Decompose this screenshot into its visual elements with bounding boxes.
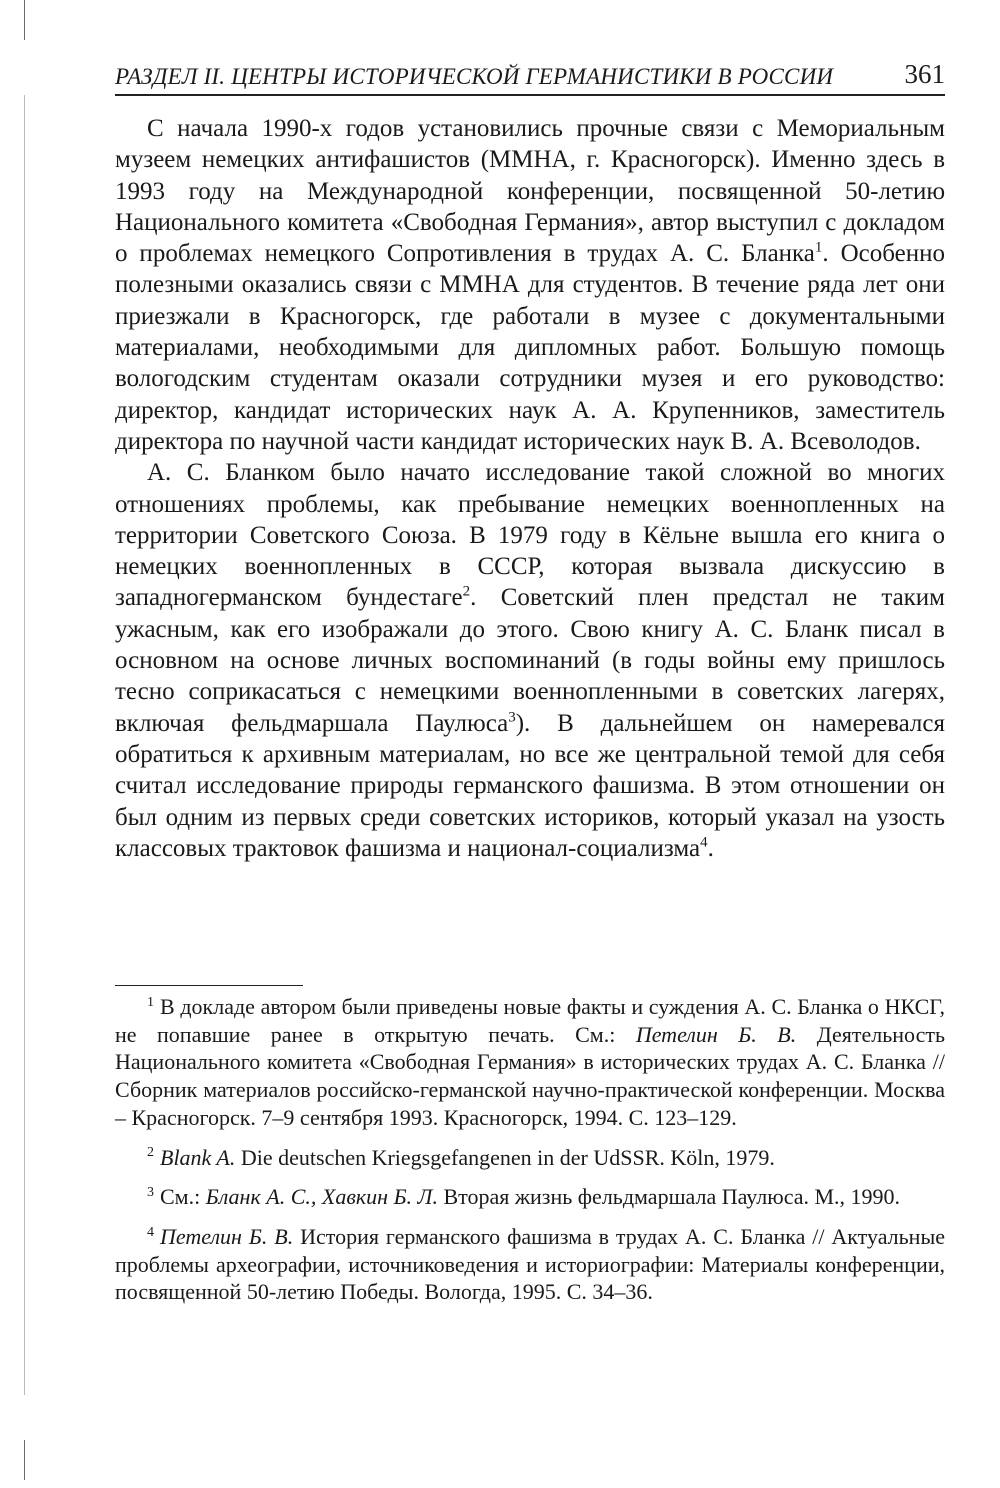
- running-title: РАЗДЕЛ II. ЦЕНТРЫ ИСТОРИЧЕСКОЙ ГЕРМАНИСТИКИ В РОССИИ: [115, 64, 834, 89]
- footnote-3: [115, 1183, 945, 1211]
- footnote-1: [115, 993, 945, 1132]
- footnote-author: Blank A.: [160, 1144, 236, 1170]
- footnote-author: Петелин Б. В.: [635, 1021, 797, 1047]
- footnote-text: История германского фашизма в трудах А. С. Бланка // Актуальные проблемы археографии, источниковедения и историографии: Материалы конференции, посвященной 50-летию Победы. Вологда, 1995. С. 34–36.: [115, 1223, 945, 1305]
- footnote-text: Die deutschen Kriegsgefangenen in der UdSSR. Köln, 1979.: [235, 1144, 775, 1170]
- footnote-number: 2: [147, 1145, 154, 1161]
- paragraph-1: [115, 113, 945, 457]
- paragraph-2-text-c: ). В дальнейшем он намеревался обратиться к архивным материалам, но все же центральной темой для себя считал исследование природы германского фашизма. В этом отношении он был одним из первых среди советских историков, который указал на узость классовых трактовок фашизма и национал-социализма: [115, 709, 945, 862]
- footnote-text: Вторая жизнь фельдмаршала Паулюса. М., 1990.: [437, 1184, 901, 1210]
- footnotes: [115, 993, 945, 1318]
- paragraph-2-text-d: .: [707, 834, 714, 862]
- footnote-separator: [115, 985, 303, 986]
- paragraph-1-text-b: . Особенно полезными оказались связи с ММНА для студентов. В течение ряда лет они приезжали в Красногорск, где работали в музее с документальными материалами, необходимыми для дипломных работ. Большую помощь вологодским студентам оказали сотрудники музея и его руководство: директор, кандидат исторических наук А. А. Крупенников, заместитель директора по научной части кандидат исторических наук В. А. Всеволодов.: [115, 240, 945, 455]
- footnote-ref-1: 1: [814, 239, 823, 256]
- page-header: [115, 56, 945, 96]
- footnote-ref-4: 4: [700, 834, 708, 851]
- footnote-text: Деятельность Национального комитета «Свободная Германия» в исторических трудах А. С. Бланка // Сборник материалов российско-германской научно-практической конференции. Москва – Красногорск. 7–9 сентября 1993. Красногорск, 1994. С. 123–129.: [115, 1021, 945, 1130]
- main-text: [115, 113, 945, 864]
- footnote-ref-2: 2: [462, 584, 471, 601]
- footnote-4: [115, 1223, 945, 1306]
- scan-edge-line-middle: [24, 95, 25, 1395]
- footnote-number: 3: [147, 1184, 154, 1200]
- footnote-author: Бланк А. С., Хавкин Б. Л.: [205, 1184, 438, 1210]
- footnote-text: В докладе автором были приведены новые факты и суждения А. С. Бланка о НКСГ, не попавшие ранее в открытую печать. См.:: [115, 994, 945, 1047]
- paragraph-2-text-b: . Советский плен предстал не таким ужасным, как его изображали до этого. Свою книгу А. С. Бланк писал в основном на основе личных воспоминаний (в годы войны ему пришлось тесно соприкасаться с немецкими военнопленными в советских лагерях, включая фельдмаршала Паулюса: [115, 584, 946, 737]
- footnote-number: 4: [147, 1224, 154, 1240]
- scan-edge-line-bottom: [24, 1440, 25, 1480]
- paragraph-2: [115, 457, 945, 864]
- footnote-number: 1: [147, 994, 154, 1010]
- footnote-ref-3: 3: [508, 709, 516, 726]
- footnote-author: Петелин Б. В.: [160, 1223, 294, 1249]
- footnote-2: [115, 1144, 945, 1172]
- paragraph-1-text-a: С начала 1990-х годов установились прочные связи с Мемориальным музеем немецких антифашистов (ММНА, г. Красногорск). Именно здесь в 1993 году на Международной конференции, посвященной 50-летию Национального комитета «Свободная Германия», автор выступил с докладом о проблемах немецкого Сопротивления в трудах А. С. Бланка: [115, 115, 945, 268]
- scan-edge-line-top: [24, 0, 25, 40]
- page-number: 361: [904, 59, 945, 89]
- footnote-text: См.:: [160, 1184, 206, 1210]
- paragraph-2-text-a: А. С. Бланком было начато исследование такой сложной во многих отношениях проблемы, как пребывание немецких военнопленных на территории Советского Союза. В 1979 году в Кёльне вышла его книга о немецких военнопленных в СССР, которая вызвала дискуссию в западногерманском бундестаге: [115, 459, 945, 612]
